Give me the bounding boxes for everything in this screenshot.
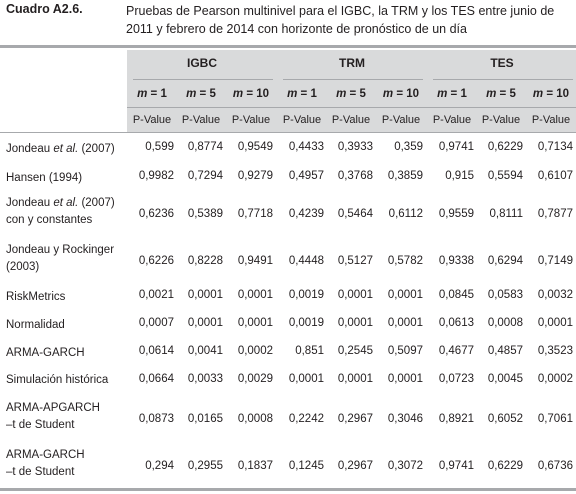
table-cell-value: 0,0001 bbox=[288, 373, 324, 385]
table-cell-value: 0,9741 bbox=[438, 141, 474, 153]
horizon-header bbox=[277, 83, 327, 105]
table-cell-value: 0,0021 bbox=[138, 289, 174, 301]
table-cell-value: 0,2955 bbox=[187, 460, 223, 472]
horizon-value: = 5 bbox=[196, 88, 216, 100]
row-label-line: Normalidad bbox=[6, 319, 65, 331]
table-cell-value: 0,0001 bbox=[387, 373, 423, 385]
horizon-variable: m bbox=[486, 88, 497, 100]
row-label bbox=[6, 372, 128, 389]
row-label-part: et al. bbox=[53, 143, 79, 155]
table-caption bbox=[0, 0, 576, 44]
table-cell-value: 0,0001 bbox=[187, 289, 223, 301]
table-cell-value: 0,294 bbox=[145, 460, 174, 472]
table-cell-value: 0,6229 bbox=[487, 460, 523, 472]
horizon-variable: m bbox=[137, 88, 148, 100]
row-label-line: RiskMetrics bbox=[6, 291, 66, 303]
table-cell-value: 0,0845 bbox=[438, 289, 474, 301]
table-cell-value: 0,9559 bbox=[438, 208, 474, 220]
table-cell-value: 0,9982 bbox=[138, 170, 174, 182]
horizon-value: = 1 bbox=[447, 88, 467, 100]
horizon-value: = 10 bbox=[543, 88, 570, 100]
horizon-header bbox=[176, 83, 226, 105]
group-header: TRM bbox=[339, 56, 365, 70]
table-cell-value: 0,0001 bbox=[187, 317, 223, 329]
row-label bbox=[6, 345, 128, 362]
row-label bbox=[6, 242, 128, 276]
table-cell-value: 0,5782 bbox=[387, 255, 423, 267]
group-underline bbox=[133, 79, 273, 80]
horizon-header bbox=[427, 83, 477, 105]
table-cell-value: 0,0001 bbox=[337, 289, 373, 301]
bottom-rule bbox=[0, 488, 576, 491]
table-cell-value: 0,0001 bbox=[387, 289, 423, 301]
table-cell-value: 0,0002 bbox=[537, 373, 573, 385]
table-cell-value: 0,0019 bbox=[288, 289, 324, 301]
table-cell-value: 0,851 bbox=[295, 345, 324, 357]
table-cell-value: 0,5127 bbox=[337, 255, 373, 267]
table-cell-value: 0,0019 bbox=[288, 317, 324, 329]
table-cell-value: 0,3768 bbox=[337, 170, 373, 182]
table-cell-value: 0,7718 bbox=[237, 208, 273, 220]
horizon-header bbox=[326, 83, 376, 105]
table-title: Pruebas de Pearson multinivel para el IGBC, la TRM y los TES entre junio de 2011 y febrero de 2014 con horizonte de pronóstico de un día bbox=[126, 4, 555, 36]
table-cell-value: 0,1245 bbox=[288, 460, 324, 472]
table-cell-value: 0,7294 bbox=[187, 170, 223, 182]
table-cell-value: 0,0001 bbox=[537, 317, 573, 329]
row-label-part: (2007) bbox=[78, 197, 115, 209]
table-cell-value: 0,3523 bbox=[537, 345, 573, 357]
row-label bbox=[6, 141, 128, 158]
row-label-line: con y constantes bbox=[6, 214, 93, 226]
table-cell-value: 0,2967 bbox=[337, 413, 373, 425]
row-label-line bbox=[6, 195, 128, 212]
table-cell-value: 0,0583 bbox=[487, 289, 523, 301]
table-cell-value: 0,0001 bbox=[337, 373, 373, 385]
table-cell-value: 0,4239 bbox=[288, 208, 324, 220]
row-label-part: (2007) bbox=[78, 143, 115, 155]
pvalue-header: P-Value bbox=[531, 114, 571, 126]
row-label bbox=[6, 195, 128, 229]
table-cell-value: 0,0614 bbox=[138, 345, 174, 357]
pvalue-header: P-Value bbox=[181, 114, 221, 126]
horizon-header bbox=[127, 83, 177, 105]
table-cell-value: 0,3933 bbox=[337, 141, 373, 153]
horizon-variable: m bbox=[382, 88, 394, 100]
table-cell-value: 0,0008 bbox=[237, 413, 273, 425]
table-cell-value: 0,4433 bbox=[288, 141, 324, 153]
table-cell-value: 0,4677 bbox=[438, 345, 474, 357]
row-label-line bbox=[6, 141, 128, 158]
horizon-value: = 10 bbox=[393, 88, 420, 100]
horizon-header bbox=[226, 83, 276, 105]
table-cell-value: 0,2545 bbox=[337, 345, 373, 357]
table-cell-value: 0,6226 bbox=[138, 255, 174, 267]
table-cell-value: 0,3859 bbox=[387, 170, 423, 182]
top-rule bbox=[0, 45, 576, 48]
table-cell-value: 0,9338 bbox=[438, 255, 474, 267]
table-cell-value: 0,4857 bbox=[487, 345, 523, 357]
table-cell-value: 0,0001 bbox=[237, 289, 273, 301]
table-cell-value: 0,6052 bbox=[487, 413, 523, 425]
table-cell-value: 0,0165 bbox=[187, 413, 223, 425]
horizon-value: = 5 bbox=[496, 88, 516, 100]
row-label bbox=[6, 400, 128, 434]
table-cell-value: 0,2967 bbox=[337, 460, 373, 472]
pvalue-header: P-Value bbox=[231, 114, 271, 126]
row-label-line: (2003) bbox=[6, 261, 40, 273]
table-cell-value: 0,0001 bbox=[337, 317, 373, 329]
table-cell-value: 0,0001 bbox=[237, 317, 273, 329]
table-cell-value: 0,7134 bbox=[537, 141, 573, 153]
table-number: Cuadro A2.6. bbox=[6, 2, 83, 16]
row-label bbox=[6, 447, 128, 481]
horizon-variable: m bbox=[437, 88, 448, 100]
horizon-underline bbox=[127, 107, 576, 108]
row-label-part: Jondeau bbox=[6, 197, 54, 209]
table-cell-value: 0,6236 bbox=[138, 208, 174, 220]
table-cell-value: 0,9549 bbox=[237, 141, 273, 153]
row-label-line: Jondeau y Rockinger bbox=[6, 244, 115, 256]
table-cell-value: 0,0613 bbox=[438, 317, 474, 329]
table-cell-value: 0,6736 bbox=[537, 460, 573, 472]
table-cell-value: 0,7877 bbox=[537, 208, 573, 220]
group-underline bbox=[433, 79, 573, 80]
table-cell-value: 0,2242 bbox=[288, 413, 324, 425]
table-cell-value: 0,0008 bbox=[487, 317, 523, 329]
horizon-value: = 1 bbox=[297, 88, 317, 100]
pvalue-header: P-Value bbox=[481, 114, 521, 126]
table-cell-value: 0,9279 bbox=[237, 170, 273, 182]
group-header: IGBC bbox=[187, 56, 217, 70]
horizon-value: = 1 bbox=[147, 88, 167, 100]
table-cell-value: 0,7149 bbox=[537, 255, 573, 267]
horizon-variable: m bbox=[232, 88, 244, 100]
pvalue-header: P-Value bbox=[132, 114, 172, 126]
table-cell-value: 0,6107 bbox=[537, 170, 573, 182]
table-cell-value: 0,359 bbox=[394, 141, 423, 153]
pvalue-header: P-Value bbox=[331, 114, 371, 126]
pvalue-header: P-Value bbox=[282, 114, 322, 126]
horizon-header bbox=[526, 83, 576, 105]
table-cell-value: 0,0041 bbox=[187, 345, 223, 357]
table-cell-value: 0,6294 bbox=[487, 255, 523, 267]
table-cell-value: 0,0873 bbox=[138, 413, 174, 425]
table-cell-value: 0,8774 bbox=[187, 141, 223, 153]
table-cell-value: 0,5389 bbox=[187, 208, 223, 220]
table-cell-value: 0,0002 bbox=[237, 345, 273, 357]
table-cell-value: 0,0723 bbox=[438, 373, 474, 385]
table-cell-value: 0,915 bbox=[445, 170, 474, 182]
table-cell-value: 0,5097 bbox=[387, 345, 423, 357]
row-label-line: ARMA-GARCH bbox=[6, 347, 85, 359]
table-cell-value: 0,8228 bbox=[187, 255, 223, 267]
horizon-variable: m bbox=[186, 88, 197, 100]
horizon-variable: m bbox=[336, 88, 347, 100]
table-cell-value: 0,9491 bbox=[237, 255, 273, 267]
horizon-value: = 5 bbox=[346, 88, 366, 100]
table-cell-value: 0,6229 bbox=[487, 141, 523, 153]
table-cell-value: 0,7061 bbox=[537, 413, 573, 425]
header-bottom-rule bbox=[0, 132, 576, 133]
table-cell-value: 0,5464 bbox=[337, 208, 373, 220]
row-label-line: –t de Student bbox=[6, 419, 75, 431]
horizon-variable: m bbox=[287, 88, 298, 100]
row-label-line: Simulación histórica bbox=[6, 374, 109, 386]
table-cell-value: 0,5594 bbox=[487, 170, 523, 182]
table-cell-value: 0,3072 bbox=[387, 460, 423, 472]
table-cell-value: 0,0664 bbox=[138, 373, 174, 385]
row-label-line: –t de Student bbox=[6, 466, 75, 478]
table-cell-value: 0,6112 bbox=[388, 208, 423, 220]
table-cell-value: 0,4957 bbox=[288, 170, 324, 182]
pvalue-header: P-Value bbox=[381, 114, 421, 126]
table-cell-value: 0,3046 bbox=[387, 413, 423, 425]
horizon-header bbox=[476, 83, 526, 105]
row-label-line: Hansen (1994) bbox=[6, 172, 83, 184]
table-cell-value: 0,0029 bbox=[237, 373, 273, 385]
table-cell-value: 0,0007 bbox=[138, 317, 174, 329]
horizon-value: = 10 bbox=[243, 88, 270, 100]
horizon-header bbox=[376, 83, 426, 105]
row-label bbox=[6, 170, 128, 187]
table-cell-value: 0,1837 bbox=[237, 460, 273, 472]
row-label-part: et al. bbox=[53, 197, 79, 209]
row-label bbox=[6, 289, 128, 306]
table-cell-value: 0,599 bbox=[145, 141, 174, 153]
pvalue-header: P-Value bbox=[432, 114, 472, 126]
table-cell-value: 0,0045 bbox=[487, 373, 523, 385]
group-header: TES bbox=[490, 56, 514, 70]
group-underline bbox=[283, 79, 423, 80]
row-label-line: ARMA-GARCH bbox=[6, 449, 85, 461]
table-cell-value: 0,0001 bbox=[387, 317, 423, 329]
table-cell-value: 0,0033 bbox=[187, 373, 223, 385]
row-label bbox=[6, 317, 128, 334]
horizon-variable: m bbox=[532, 88, 544, 100]
table-cell-value: 0,4448 bbox=[288, 255, 324, 267]
table-cell-value: 0,0032 bbox=[537, 289, 573, 301]
table-cell-value: 0,8111 bbox=[489, 208, 523, 220]
table-cell-value: 0,8921 bbox=[438, 413, 474, 425]
row-label-line: ARMA-APGARCH bbox=[6, 402, 100, 414]
table-cell-value: 0,9741 bbox=[438, 460, 474, 472]
row-label-part: Jondeau bbox=[6, 143, 54, 155]
